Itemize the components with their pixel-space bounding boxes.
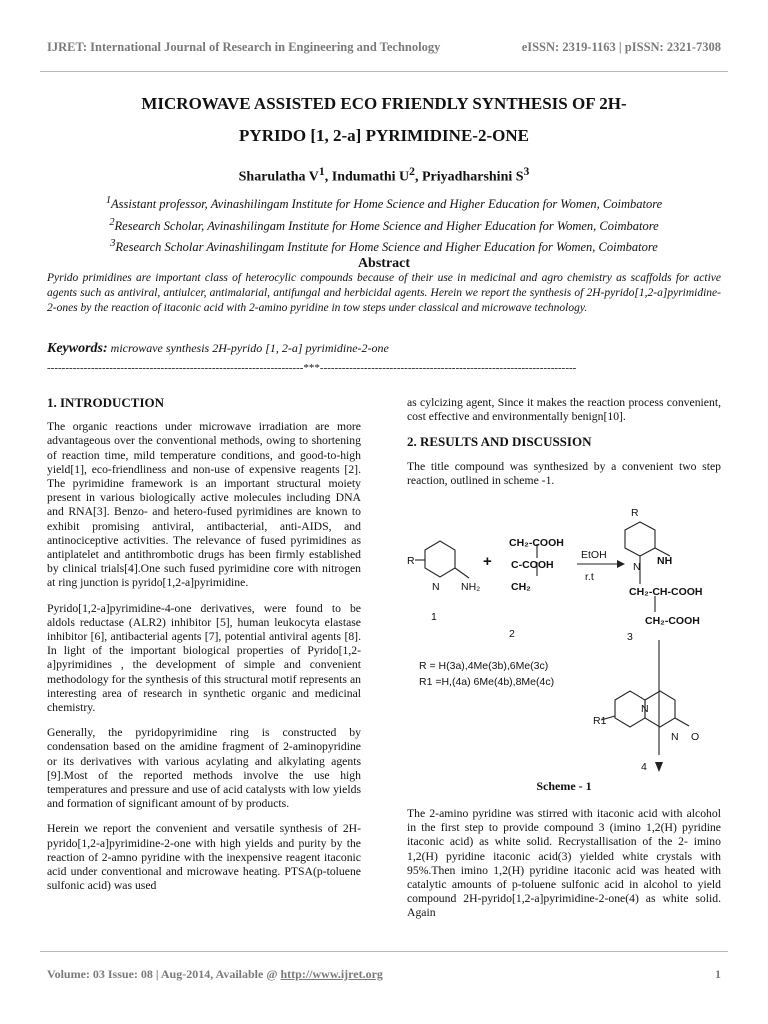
- author-sup: 2: [409, 165, 415, 178]
- scheme-caption: Scheme - 1: [536, 779, 592, 793]
- svg-text:C-COOH: C-COOH: [511, 559, 554, 571]
- svg-text:1: 1: [431, 611, 437, 623]
- results-paragraph-2: The 2-amino pyridine was stirred with itaconic acid with alcohol in the first step to provide compound 3 (imino 1,2(H) pyridine itaconic acid) as white solid. Recrystallisation of the 2- imino 1,2(H) pyridine itaconic acid(3) yielded white crystals with 95%.Then imino 1,2(H) pyridine itaconic acid was heated with catalytic amounts of p-toluene sulfonic acid in alcohol to yield compound 2H-pyrido[1,2-a]pyrimidine-2-one(4) as white solid. Again: [407, 807, 721, 920]
- svg-text:2: 2: [509, 628, 515, 640]
- right-column-lower: [407, 807, 721, 932]
- svg-text:NH: NH: [657, 555, 673, 567]
- intro-paragraph-2: Pyrido[1,2-a]pyrimidine-4-one derivatives, were found to be aldols reductase (ALR2) inhibitor [5], human leukocyta elastase inhibitor [6], antibacterial agents [7], potential antiviral agents [8]. In light of the important biological properties of Pyrido[1,2-a]pyrimidines , the development of simple and convenient methodology for the synthesis of this structural motif represents an interesting area of research in synthetic organic and medicinal chemistry.: [47, 601, 361, 715]
- results-paragraph-1: The title compound was synthesized by a convenient two step reaction, outlined in scheme -1.: [407, 459, 721, 487]
- issn-numbers: eISSN: 2319-1163 | pISSN: 2321-7308: [521, 40, 721, 54]
- svg-text:N: N: [432, 581, 440, 593]
- header-rule: [40, 71, 728, 72]
- title-line-1: MICROWAVE ASSISTED ECO FRIENDLY SYNTHESIS OF 2H-: [141, 94, 627, 113]
- r1-definition: R1 =H,(4a) 6Me(4b),8Me(4c): [419, 676, 555, 688]
- svg-text:3: 3: [627, 631, 633, 643]
- reaction-scheme-figure: [405, 500, 725, 800]
- author-sup: 3: [523, 165, 530, 178]
- affil-sup: 1: [105, 195, 112, 206]
- affil-sup: 3: [110, 238, 116, 250]
- pyridine-ring-3: [625, 522, 655, 556]
- svg-text:+: +: [483, 553, 492, 570]
- svg-text:R: R: [631, 507, 639, 519]
- svg-text:CH₂-CH-COOH: CH₂-CH-COOH: [629, 586, 703, 598]
- affil-text: Research Scholar, Avinashilingam Institute for Home Science and Higher Education for Women, Coimbatore: [114, 218, 659, 233]
- fused-ring-right: [645, 691, 675, 727]
- r-definition: R = H(3a),4Me(3b),6Me(3c): [419, 660, 549, 672]
- footer-rule: [40, 951, 728, 952]
- svg-text:CH₂-COOH: CH₂-COOH: [509, 537, 564, 549]
- intro-continuation: as cylcizing agent, Since it makes the reaction process convenient, cost effective and environmentally benign[10].: [407, 396, 721, 424]
- footer-volume-text: Volume: 03 Issue: 08 | Aug-2014, Available @: [47, 967, 281, 981]
- author-name: Indumathi U: [331, 169, 410, 185]
- intro-paragraph-3: Generally, the pyridopyrimidine ring is constructed by condensation based on the amidine fragment of 2-aminopyridine or its derivatives with various acylating and alkylating agents [9].Most of the reported methods involve the use high temperatures and pressure and use of acid catalysts with low yields and formation of significant amount of by products.: [47, 726, 361, 811]
- reagent-label: EtOH: [581, 549, 607, 561]
- page-number: 1: [715, 967, 721, 981]
- section-heading-introduction: 1. INTRODUCTION: [47, 395, 165, 410]
- affil-sup: 2: [109, 216, 115, 228]
- svg-text:R: R: [407, 555, 415, 567]
- svg-text:R1: R1: [593, 715, 607, 727]
- arrow-head: [655, 762, 663, 772]
- reaction-arrow-head: [617, 560, 625, 568]
- svg-text:N: N: [633, 561, 641, 573]
- footer-volume-info: [47, 967, 383, 982]
- running-header: [47, 40, 721, 62]
- svg-text:CH₂: CH₂: [511, 581, 531, 593]
- affiliations: [40, 192, 728, 257]
- right-column: [407, 396, 721, 499]
- keywords-label: Keywords:: [47, 341, 108, 356]
- section-separator: ----------------------------------------------------------------------***----------------------------------------------------------------------: [47, 362, 577, 374]
- author-name: Sharulatha V: [238, 169, 319, 185]
- svg-text:4: 4: [641, 761, 647, 773]
- keywords-text: microwave synthesis 2H-pyrido [1, 2-a] pyrimidine-2-one: [110, 341, 389, 355]
- page-footer: [47, 967, 721, 982]
- affiliation: [40, 214, 728, 236]
- svg-text:O: O: [691, 731, 700, 743]
- pyridine-ring-1: [425, 541, 455, 577]
- journal-name: IJRET: International Journal of Research in Engineering and Technology: [47, 40, 441, 54]
- svg-text:N: N: [641, 703, 649, 715]
- svg-text:N: N: [671, 731, 679, 743]
- intro-paragraph-4: Herein we report the convenient and versatile synthesis of 2H-pyrido[1,2-a]pyrimidine-2-one with high yields and purity by the reaction of 2-amno pyridine with the inexpensive reagent itaconic acid under conventional and microwave heating. PTSA(p-toluene sulfonic acid) was used: [47, 822, 361, 893]
- paper-title: [40, 88, 728, 152]
- svg-text:CH₂-COOH: CH₂-COOH: [645, 615, 700, 627]
- section-heading-results: 2. RESULTS AND DISCUSSION: [407, 434, 592, 450]
- intro-paragraph-1: The organic reactions under microwave irradiation are more advantageous over the conventional methods, owing to shortening of reaction time, mild temperature conditions, and good-to-high yield[1], eco-friendliness and non-use of expensive reagents [2]. The pyrimidine framework is an important structural moiety present in various biologically active molecules including DNA and RNA[3]. Benzo- and hetero-fused pyrimidines are known to exhibit promising antiviral, antibacterial, anti-AIDS, and antinociceptive activities. The relevance of fused pyrimidines as antiplatelet and antithrombotic drugs has been firmly established by clinical trials[4].One such fused pyrimidine core with nitrogen at ring junction is pyrido[1,2-a]pyrimidine.: [47, 420, 361, 590]
- condition-label: r.t: [585, 571, 594, 583]
- author-name: Priyadharshini S: [422, 169, 524, 185]
- abstract-heading: Abstract: [357, 256, 411, 271]
- keywords: [47, 341, 721, 357]
- abstract-text: Pyrido primidines are important class of heterocylic compounds because of their use in medicinal and agro chemistry as scaffolds for active agents such as antiviral, antiulcer, antimalarial, antifungal and herbicidal agents. Herein we report the synthesis of 2H-pyrido[1,2-a]pyrimidine-2-ones by the reaction of itaconic acid with 2-amino pyridine in tow steps under classical and microwave technology.: [47, 272, 721, 314]
- author-sup: 1: [318, 165, 325, 178]
- author-list: Sharulatha $V^1$, Indumathi $U^2$, Priyadharshini $S^3$: [238, 165, 530, 185]
- journal-link[interactable]: http://www.ijret.org: [280, 967, 383, 981]
- svg-text:NH₂: NH₂: [461, 581, 481, 593]
- title-line-2: PYRIDO [1, 2-a] PYRIMIDINE-2-ONE: [239, 126, 529, 145]
- affiliation: [40, 235, 728, 257]
- left-column: [47, 396, 361, 905]
- affil-text: Research Scholar Avinashilingam Institute for Home Science and Higher Education for Women, Coimbatore: [115, 240, 658, 255]
- affil-text: Assistant professor, Avinashilingam Institute for Home Science and Higher Education for Women, Coimbatore: [111, 197, 663, 212]
- affiliation: [40, 192, 728, 214]
